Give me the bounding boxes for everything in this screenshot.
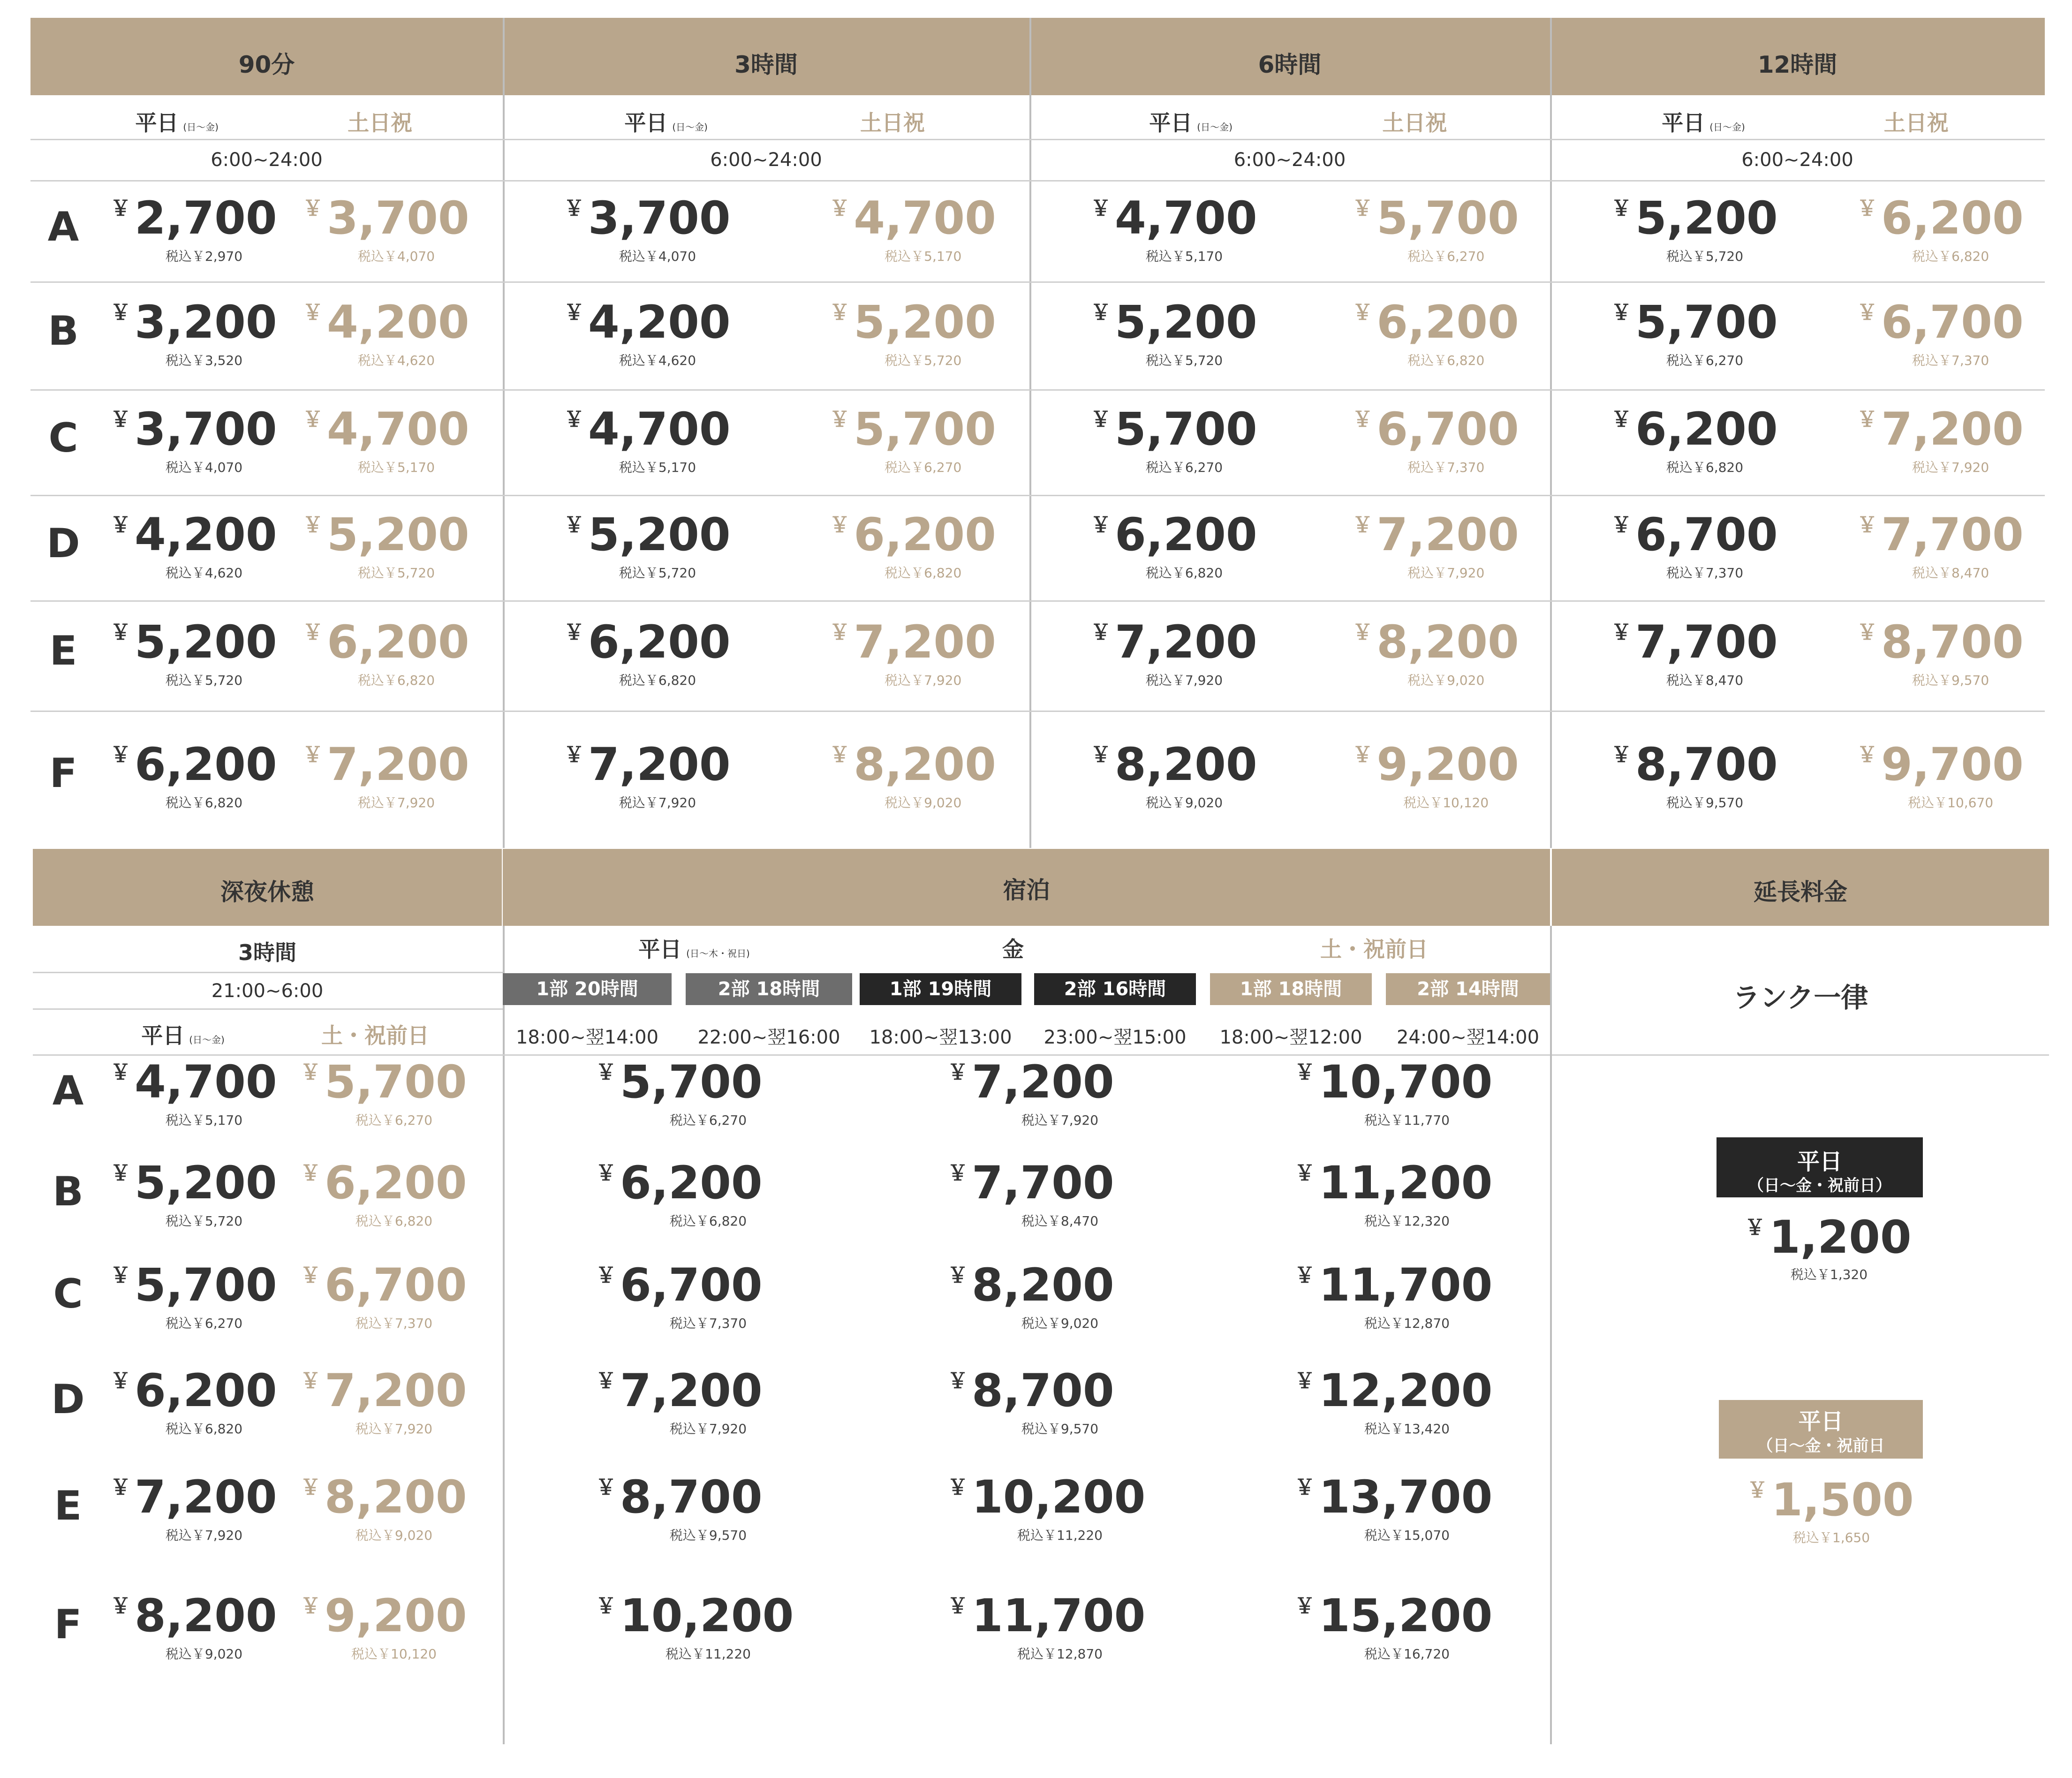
tax-weekday: 税込￥6,270 <box>1666 353 1744 369</box>
price-weekday: ￥7,200 <box>564 738 731 791</box>
price-weekend: ￥7,700 <box>1857 508 2024 561</box>
rank-label: B <box>48 308 79 355</box>
tax-weekend: 税込￥7,920 <box>1407 565 1485 581</box>
night-tax-holiday: 税込￥7,920 <box>355 1421 433 1437</box>
ext-title: 延長料金 <box>1754 878 1847 906</box>
stay-tax: 税込￥7,920 <box>1021 1112 1099 1128</box>
tax-weekday: 税込￥4,070 <box>165 460 243 475</box>
tax-weekend: 税込￥6,270 <box>885 460 962 475</box>
stay-price: ￥7,700 <box>947 1156 1114 1209</box>
rank-label: E <box>49 628 77 675</box>
stay-tax: 税込￥11,220 <box>665 1646 751 1662</box>
stay-price: ￥10,200 <box>596 1589 794 1642</box>
weekend-label: 土日祝 <box>1883 110 1949 136</box>
weekday-label: 平日 (日〜金) <box>1149 110 1233 136</box>
stay-tax: 税込￥11,770 <box>1364 1112 1450 1128</box>
price-weekday: ￥6,200 <box>110 738 277 791</box>
tax-weekday: 税込￥7,370 <box>1666 565 1744 581</box>
price-weekend: ￥6,700 <box>1857 296 2024 349</box>
part-hours: 18:00~翌13:00 <box>869 1027 1012 1048</box>
tax-weekend: 税込￥5,170 <box>357 460 435 475</box>
tax-weekday: 税込￥5,720 <box>1666 249 1744 265</box>
night-price-holiday: ￥8,200 <box>300 1470 467 1523</box>
night-tax-weekday: 税込￥6,270 <box>165 1316 243 1332</box>
rank-label: A <box>47 204 79 251</box>
ext-holiday-label: 平日 <box>1798 1408 1844 1435</box>
price-weekday: ￥3,700 <box>110 403 277 455</box>
price-weekday: ￥4,200 <box>110 508 277 561</box>
stay-tax: 税込￥7,370 <box>669 1316 747 1332</box>
night-price-weekday: ￥6,200 <box>110 1364 277 1417</box>
tax-weekend: 税込￥7,920 <box>1912 460 1989 475</box>
tax-weekend: 税込￥7,920 <box>885 673 962 689</box>
tax-weekend: 税込￥6,820 <box>1912 249 1989 265</box>
price-weekend: ￥5,200 <box>302 508 469 561</box>
price-weekend: ￥6,700 <box>1352 403 1519 455</box>
tax-weekday: 税込￥5,720 <box>165 673 243 689</box>
night-price-holiday: ￥7,200 <box>300 1364 467 1417</box>
night-price-weekday: ￥7,200 <box>110 1470 277 1523</box>
price-weekend: ￥9,200 <box>1352 738 1519 791</box>
price-weekend: ￥5,700 <box>829 403 996 455</box>
price-weekend: ￥5,200 <box>829 296 996 349</box>
price-weekday: ￥7,700 <box>1611 616 1778 669</box>
stay-price: ￥10,700 <box>1294 1055 1493 1108</box>
ext-weekday-label: 平日 <box>1797 1149 1842 1175</box>
price-weekend: ￥9,700 <box>1857 738 2024 791</box>
price-weekday: ￥6,700 <box>1611 508 1778 561</box>
tax-weekend: 税込￥7,920 <box>357 794 435 810</box>
rank-label: C <box>48 415 78 462</box>
rank-label: F <box>54 1601 82 1648</box>
rule <box>30 600 2045 602</box>
duration-header: 12時間 <box>1757 51 1838 78</box>
duration-header: 6時間 <box>1258 51 1322 78</box>
price-weekday: ￥6,200 <box>564 616 731 669</box>
price-weekday: ￥8,200 <box>1090 738 1257 791</box>
weekend-label: 土日祝 <box>1382 110 1447 136</box>
rule <box>1552 1054 2049 1056</box>
stay-price: ￥8,700 <box>947 1364 1114 1417</box>
stay-price: ￥6,700 <box>596 1259 763 1312</box>
ext-weekday-price: ￥1,200 <box>1745 1211 1912 1264</box>
tax-weekday: 税込￥3,520 <box>165 353 243 369</box>
duration-header: 3時間 <box>734 51 798 78</box>
tax-weekday: 税込￥9,570 <box>1666 794 1744 810</box>
price-weekend: ￥4,700 <box>829 192 996 245</box>
price-weekday: ￥5,200 <box>1090 296 1257 349</box>
rank-label: E <box>54 1482 82 1529</box>
price-weekday: ￥6,200 <box>1090 508 1257 561</box>
tax-weekday: 税込￥5,170 <box>1145 249 1223 265</box>
stay-tax: 税込￥12,870 <box>1364 1316 1450 1332</box>
rank-label: C <box>53 1271 83 1318</box>
tax-weekday: 税込￥6,820 <box>1145 565 1223 581</box>
stay-sat-label: 土・祝前日 <box>1320 937 1428 962</box>
night-tax-weekday: 税込￥6,820 <box>165 1421 243 1437</box>
price-weekend: ￥8,700 <box>1857 616 2024 669</box>
price-weekday: ￥7,200 <box>1090 616 1257 669</box>
part-tab: 2部 16時間 <box>1034 973 1196 1005</box>
stay-price: ￥8,200 <box>947 1259 1114 1312</box>
stay-tax: 税込￥11,220 <box>1017 1527 1103 1543</box>
weekend-label: 土日祝 <box>348 110 413 136</box>
night-price-weekday: ￥5,200 <box>110 1156 277 1209</box>
price-weekend: ￥6,200 <box>829 508 996 561</box>
tax-weekend: 税込￥6,820 <box>885 565 962 581</box>
tax-weekend: 税込￥4,620 <box>357 353 435 369</box>
price-weekend: ￥5,700 <box>1352 192 1519 245</box>
part-hours: 18:00~翌12:00 <box>1219 1027 1362 1048</box>
night-price-holiday: ￥6,700 <box>300 1259 467 1312</box>
stay-price: ￥6,200 <box>596 1156 763 1209</box>
price-weekday: ￥4,700 <box>564 403 731 455</box>
part-tab: 1部 18時間 <box>1210 973 1372 1005</box>
night-holiday-label: 土・祝前日 <box>321 1023 429 1048</box>
night-price-holiday: ￥6,200 <box>300 1156 467 1209</box>
part-hours: 23:00~翌15:00 <box>1044 1027 1187 1048</box>
night-price-weekday: ￥5,700 <box>110 1259 277 1312</box>
rule <box>30 495 2045 496</box>
price-weekend: ￥8,200 <box>829 738 996 791</box>
part-hours: 18:00~翌14:00 <box>515 1027 659 1048</box>
part-tab: 2部 14時間 <box>1386 973 1550 1005</box>
tax-weekend: 税込￥5,720 <box>885 353 962 369</box>
rank-label: F <box>49 749 77 797</box>
price-weekday: ￥3,700 <box>564 192 731 245</box>
column-divider <box>503 18 505 848</box>
price-weekend: ￥6,200 <box>1857 192 2024 245</box>
tax-weekend: 税込￥6,270 <box>1407 249 1485 265</box>
price-weekday: ￥2,700 <box>110 192 277 245</box>
tax-weekend: 税込￥4,070 <box>357 249 435 265</box>
hours-label: 6:00~24:00 <box>211 149 323 171</box>
stay-tax: 税込￥16,720 <box>1364 1646 1450 1662</box>
price-weekday: ￥5,700 <box>1611 296 1778 349</box>
stay-price: ￥15,200 <box>1294 1589 1493 1642</box>
tax-weekday: 税込￥6,270 <box>1145 460 1223 475</box>
rank-label: A <box>52 1067 84 1114</box>
stay-price: ￥7,200 <box>947 1055 1114 1108</box>
night-tax-weekday: 税込￥5,720 <box>165 1213 243 1229</box>
tax-weekday: 税込￥9,020 <box>1145 794 1223 810</box>
rule <box>33 972 503 973</box>
hours-label: 6:00~24:00 <box>710 149 822 171</box>
tax-weekday: 税込￥8,470 <box>1666 673 1744 689</box>
stay-price: ￥13,700 <box>1294 1470 1493 1523</box>
tax-weekend: 税込￥5,720 <box>357 565 435 581</box>
tax-weekday: 税込￥6,820 <box>165 794 243 810</box>
night-tax-holiday: 税込￥7,370 <box>355 1316 433 1332</box>
stay-price: ￥11,200 <box>1294 1156 1493 1209</box>
tax-weekday: 税込￥6,820 <box>1666 460 1744 475</box>
part-hours: 22:00~翌16:00 <box>697 1027 840 1048</box>
price-weekend: ￥6,200 <box>302 616 469 669</box>
price-weekday: ￥6,200 <box>1611 403 1778 455</box>
night-price-holiday: ￥9,200 <box>300 1589 467 1642</box>
stay-weekday-label: 平日 (日〜木・祝日) <box>638 937 750 962</box>
tax-weekend: 税込￥7,370 <box>1912 353 1989 369</box>
price-weekday: ￥5,700 <box>1090 403 1257 455</box>
night-weekday-label: 平日 (日〜金) <box>141 1023 225 1048</box>
stay-price: ￥8,700 <box>596 1470 763 1523</box>
stay-tax: 税込￥12,870 <box>1017 1646 1103 1662</box>
price-weekend: ￥6,200 <box>1352 296 1519 349</box>
tax-weekday: 税込￥7,920 <box>619 794 696 810</box>
stay-price: ￥11,700 <box>947 1589 1146 1642</box>
night-tax-holiday: 税込￥6,270 <box>355 1112 433 1128</box>
tax-weekend: 税込￥10,670 <box>1908 794 1994 810</box>
night-hours: 21:00~6:00 <box>211 980 324 1002</box>
column-divider <box>1550 18 1552 848</box>
price-weekday: ￥5,200 <box>1611 192 1778 245</box>
price-weekday: ￥4,200 <box>564 296 731 349</box>
stay-price: ￥12,200 <box>1294 1364 1493 1417</box>
rule <box>30 139 2045 140</box>
night-duration: 3時間 <box>238 940 296 965</box>
stay-price: ￥11,700 <box>1294 1259 1493 1312</box>
tax-weekday: 税込￥5,170 <box>619 460 696 475</box>
tax-weekend: 税込￥9,570 <box>1912 673 1989 689</box>
tax-weekday: 税込￥4,620 <box>619 353 696 369</box>
hours-label: 6:00~24:00 <box>1233 149 1346 171</box>
tax-weekend: 税込￥8,470 <box>1912 565 1989 581</box>
tax-weekday: 税込￥5,720 <box>1145 353 1223 369</box>
night-price-weekday: ￥8,200 <box>110 1589 277 1642</box>
part-hours: 24:00~翌14:00 <box>1396 1027 1540 1048</box>
rule <box>33 1008 503 1010</box>
price-weekend: ￥4,700 <box>302 403 469 455</box>
price-weekday: ￥5,200 <box>564 508 731 561</box>
price-weekend: ￥4,200 <box>302 296 469 349</box>
stay-price: ￥10,200 <box>947 1470 1146 1523</box>
ext-holiday-sub: （日〜金・祝前日 <box>1757 1437 1885 1455</box>
price-weekday: ￥5,200 <box>110 616 277 669</box>
stay-tax: 税込￥9,570 <box>669 1527 747 1543</box>
night-tax-weekday: 税込￥9,020 <box>165 1646 243 1662</box>
stay-tax: 税込￥9,020 <box>1021 1316 1099 1332</box>
stay-tax: 税込￥9,570 <box>1021 1421 1099 1437</box>
ext-holiday-price: ￥1,500 <box>1747 1474 1914 1526</box>
column-divider <box>1029 18 1031 848</box>
tax-weekend: 税込￥9,020 <box>885 794 962 810</box>
stay-price: ￥7,200 <box>596 1364 763 1417</box>
stay-fri-label: 金 <box>1002 937 1024 962</box>
stay-price: ￥5,700 <box>596 1055 763 1108</box>
stay-tax: 税込￥7,920 <box>669 1421 747 1437</box>
tax-weekday: 税込￥2,970 <box>165 249 243 265</box>
night-tax-holiday: 税込￥9,020 <box>355 1527 433 1543</box>
rule <box>30 389 2045 391</box>
tax-weekday: 税込￥6,820 <box>619 673 696 689</box>
night-title: 深夜休憩 <box>220 878 314 906</box>
stay-tax: 税込￥12,320 <box>1364 1213 1450 1229</box>
rule <box>30 180 2045 182</box>
stay-tax: 税込￥13,420 <box>1364 1421 1450 1437</box>
tax-weekend: 税込￥9,020 <box>1407 673 1485 689</box>
price-weekend: ￥3,700 <box>302 192 469 245</box>
rule <box>30 711 2045 712</box>
stay-tax: 税込￥8,470 <box>1021 1213 1099 1229</box>
night-price-weekday: ￥4,700 <box>110 1055 277 1108</box>
stay-title: 宿泊 <box>1003 877 1050 904</box>
tax-weekday: 税込￥4,620 <box>165 565 243 581</box>
night-tax-holiday: 税込￥10,120 <box>351 1646 437 1662</box>
night-tax-holiday: 税込￥6,820 <box>355 1213 433 1229</box>
tax-weekday: 税込￥5,720 <box>619 565 696 581</box>
ext-uniform-label: ランク一律 <box>1732 982 1868 1014</box>
rank-label: D <box>51 1376 85 1423</box>
stay-tax: 税込￥6,820 <box>669 1213 747 1229</box>
part-tab: 1部 20時間 <box>503 973 672 1005</box>
stay-tax: 税込￥6,270 <box>669 1112 747 1128</box>
hours-label: 6:00~24:00 <box>1741 149 1853 171</box>
ext-weekday-sub: （日〜金・祝前日） <box>1748 1176 1891 1195</box>
tax-weekday: 税込￥4,070 <box>619 249 696 265</box>
part-tab: 1部 19時間 <box>860 973 1021 1005</box>
tax-weekday: 税込￥7,920 <box>1145 673 1223 689</box>
price-weekday: ￥3,200 <box>110 296 277 349</box>
tax-weekend: 税込￥7,370 <box>1407 460 1485 475</box>
duration-header: 90分 <box>238 51 295 78</box>
rank-label: B <box>53 1168 83 1215</box>
tax-weekend: 税込￥6,820 <box>1407 353 1485 369</box>
night-tax-weekday: 税込￥7,920 <box>165 1527 243 1543</box>
night-tax-weekday: 税込￥5,170 <box>165 1112 243 1128</box>
tax-weekend: 税込￥5,170 <box>885 249 962 265</box>
rank-label: D <box>46 520 80 567</box>
price-weekday: ￥4,700 <box>1090 192 1257 245</box>
weekday-label: 平日 (日〜金) <box>1662 110 1745 136</box>
rule <box>30 281 2045 283</box>
price-weekend: ￥8,200 <box>1352 616 1519 669</box>
price-weekend: ￥7,200 <box>302 738 469 791</box>
stay-tax: 税込￥15,070 <box>1364 1527 1450 1543</box>
price-weekend: ￥7,200 <box>829 616 996 669</box>
price-weekend: ￥7,200 <box>1857 403 2024 455</box>
price-weekend: ￥7,200 <box>1352 508 1519 561</box>
price-weekday: ￥8,700 <box>1611 738 1778 791</box>
ext-holiday-tax: 税込￥1,650 <box>1792 1530 1870 1545</box>
tax-weekend: 税込￥6,820 <box>357 673 435 689</box>
weekend-label: 土日祝 <box>860 110 925 136</box>
weekday-label: 平日 (日〜金) <box>624 110 708 136</box>
ext-weekday-tax: 税込￥1,320 <box>1790 1267 1868 1282</box>
night-price-holiday: ￥5,700 <box>300 1055 467 1108</box>
weekday-label: 平日 (日〜金) <box>135 110 219 136</box>
part-tab: 2部 18時間 <box>686 973 852 1005</box>
tax-weekend: 税込￥10,120 <box>1403 794 1489 810</box>
